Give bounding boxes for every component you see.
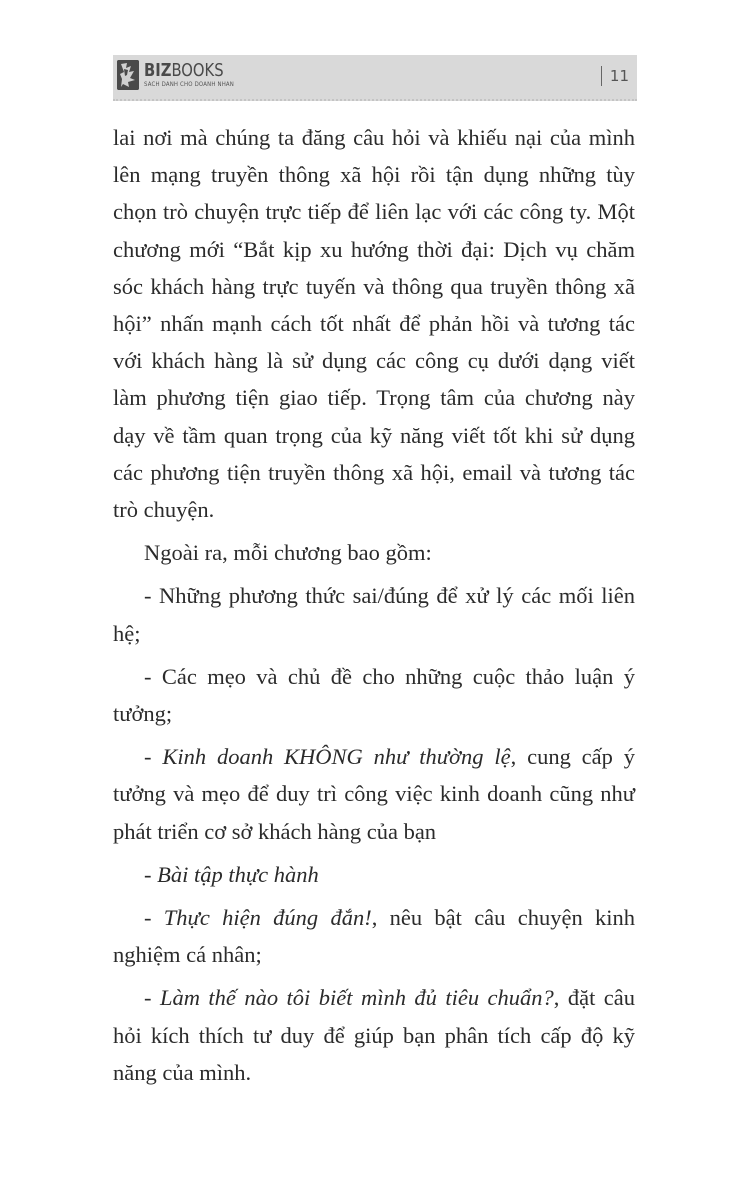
brand-tagline: SÁCH DÀNH CHO DOANH NHÂN xyxy=(144,81,235,88)
list-item xyxy=(113,658,635,732)
page-body xyxy=(113,119,635,1091)
list-item xyxy=(113,738,635,850)
list-item-text: Các mẹo và chủ đề cho những cuộc thảo luận ý tưởng; xyxy=(113,663,635,727)
list-item-italic-title: Kinh doanh KHÔNG như thường lệ xyxy=(162,744,511,770)
list-item-text: , cung cấp ý tưởng và mẹo để duy trì công việc kinh doanh cũng như phát triển cơ sở khách hàng của bạn xyxy=(113,744,635,844)
list-item-dash: - xyxy=(144,663,162,689)
bizbooks-logo-icon xyxy=(117,60,139,90)
brand-name xyxy=(144,62,226,80)
list-item-text: , đặt câu hỏi kích thích tư duy để giúp bạn phân tích cấp độ kỹ năng của mình. xyxy=(113,985,635,1085)
list-item-dash: - xyxy=(144,985,160,1011)
list-item-italic-title: Thực hiện đúng đắn! xyxy=(163,905,372,931)
list-item-dash: - xyxy=(144,905,164,931)
list-item-dash: - xyxy=(144,861,158,887)
page-number-divider xyxy=(601,66,602,86)
list-item-dash: - xyxy=(144,744,163,770)
bizbooks-logo xyxy=(117,60,244,90)
logo-text xyxy=(144,62,244,88)
paragraph-chapter-description: lai nơi mà chúng ta đăng câu hỏi và khiếu nại của mình lên mạng truyền thông xã hội rồi tận dụng những tùy chọn trò chuyện trực tiếp để liên lạc với các công ty. Một chương mới “Bắt kịp xu hướng thời đại: Dịch vụ chăm sóc khách hàng trực tuyến và thông qua truyền thông xã hội” nhấn mạnh cách tốt nhất để phản hồi và tương tác với khách hàng là sử dụng các công cụ dưới dạng viết làm phương tiện giao tiếp. Trọng tâm của chương này dạy về tầm quan trọng của kỹ năng viết tốt khi sử dụng các phương tiện truyền thông xã hội, email và tương tác trò chuyện. xyxy=(113,125,635,523)
brand-rest: BOOKS xyxy=(171,60,224,81)
page-header xyxy=(113,55,637,101)
list-item xyxy=(113,979,635,1091)
list-intro: Ngoài ra, mỗi chương bao gồm: xyxy=(144,540,432,566)
list-item xyxy=(113,856,635,893)
page-number-area xyxy=(601,66,629,86)
list-item-text: Những phương thức sai/đúng để xử lý các mối liên hệ; xyxy=(113,583,635,646)
list-item-dash: - xyxy=(144,583,160,609)
brand-bold: BIZ xyxy=(144,60,172,81)
list-item-italic-title: Bài tập thực hành xyxy=(157,861,319,887)
page-number: 11 xyxy=(609,67,629,85)
list-item xyxy=(113,899,635,973)
list-item-italic-title: Làm thế nào tôi biết mình đủ tiêu chuẩn? xyxy=(159,985,554,1011)
list-item-text: , nêu bật câu chuyện kinh nghiệm cá nhân; xyxy=(113,905,635,968)
list-item xyxy=(113,577,635,651)
